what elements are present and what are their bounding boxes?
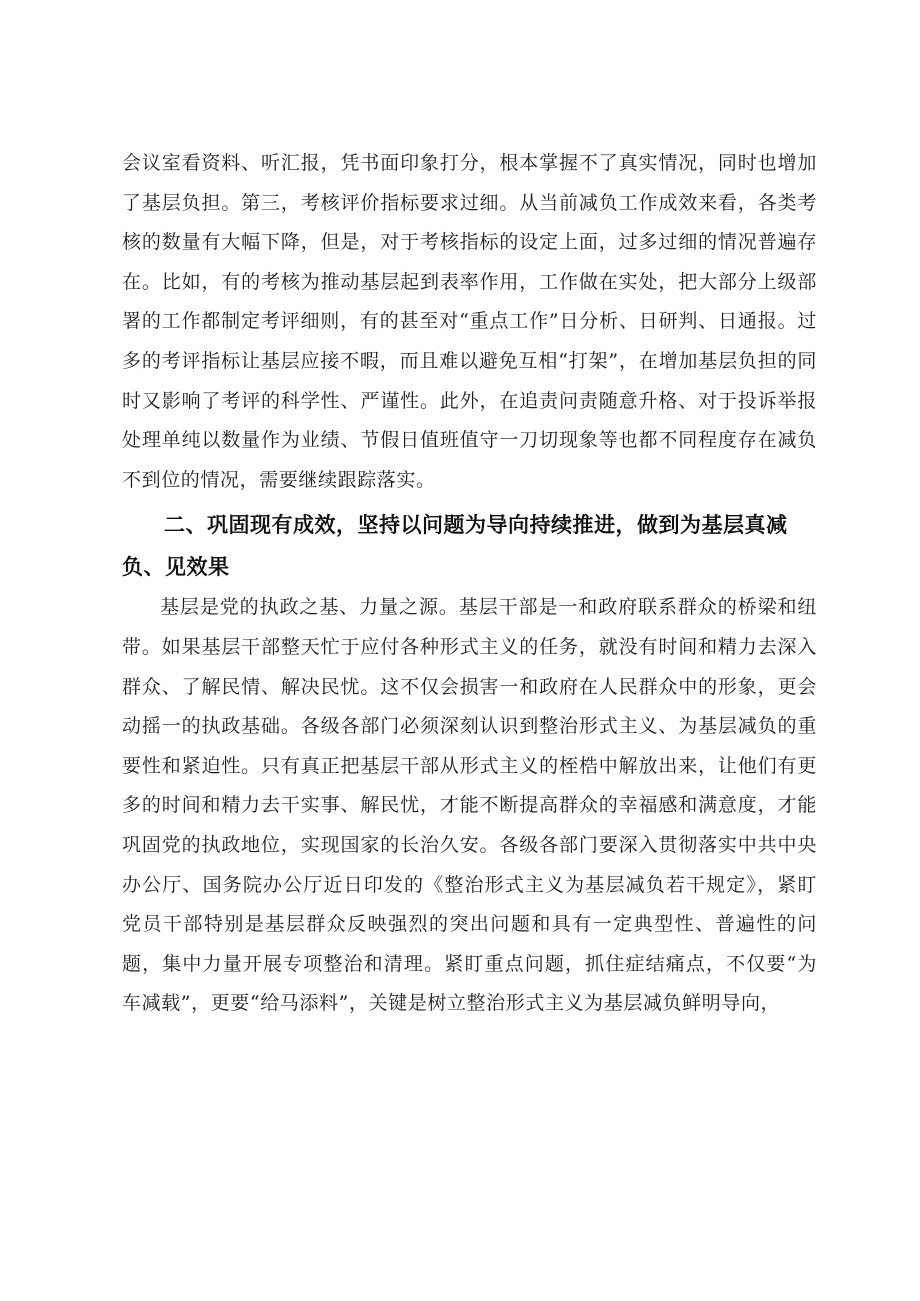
document-body	[122, 144, 817, 1024]
section-heading: 二、巩固现有成效，坚持以问题为导向持续推进，做到为基层真减负、见效果	[122, 513, 788, 580]
paragraph-body: 基层是党的执政之基、力量之源。基层干部是一和政府联系群众的桥梁和纽带。如果基层干部整天忙于应付各种形式主义的任务，就没有时间和精力去深入群众、了解民情、解决民忧。这不仅会损害一和政府在人民群众中的形象，更会动摇一的执政基础。各级各部门必须深刻认识到整治形式主义、为基层减负的重要性和紧迫性。只有真正把基层干部从形式主义的桎梏中解放出来，让他们有更多的时间和精力去干实事、解民忧，才能不断提高群众的幸福感和满意度，才能巩固党的执政地位，实现国家的长治久安。各级各部门要深入贯彻落实中共中央办公厅、国务院办公厅近日印发的《整治形式主义为基层减负若干规定》，紧盯党员干部特别是基层群众反映强烈的突出问题和具有一定典型性、普遍性的问题，集中力量开展专项整治和清理。紧盯重点问题，抓住症结痛点，不仅要“为车减载”，更要“给马添料”，关键是树立整治形式主义为基层减负鲜明导向，	[122, 596, 817, 1015]
paragraph-continued: 会议室看资料、听汇报，凭书面印象打分，根本掌握不了真实情况，同时也增加了基层负担。第三，考核评价指标要求过细。从当前减负工作成效来看，各类考核的数量有大幅下降，但是，对于考核指标的设定上面，过多过细的情况普遍存在。比如，有的考核为推动基层起到表率作用，工作做在实处，把大部分上级部署的工作都制定考评细则，有的甚至对“重点工作”日分析、日研判、日通报。过多的考评指标让基层应接不暇，而且难以避免互相“打架”，在增加基层负担的同时又影响了考评的科学性、严谨性。此外，在追责问责随意升格、对于投诉举报处理单纯以数量作为业绩、节假日值班值守一刀切现象等也都不同程度存在减负不到位的情况，需要继续跟踪落实。	[122, 152, 817, 491]
